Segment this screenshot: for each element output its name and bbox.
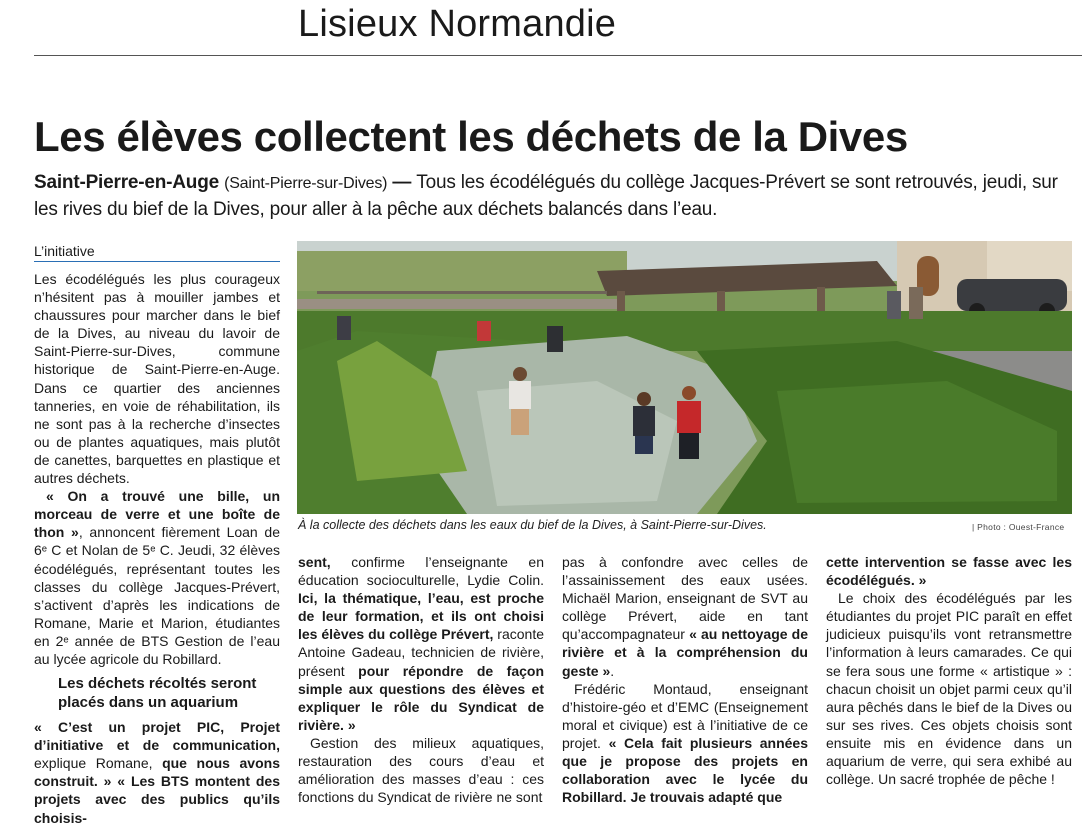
col2-bold-2: Ici, la thématique, l’eau, est proche de leur formation, et ils ont choisi les élèves du collège Prévert, [298,590,544,643]
lead-text: Tous les écodélégués du collège Jacques-Prévert se sont retrouvés, jeudi, sur les rives du bief de la Dives, pour aller à la pêche aux déchets balancés dans l’eau. [34,172,1058,220]
col2-bold-1: sent, [298,554,331,570]
lead-dash: — [387,172,417,193]
photo-credit: | Photo : Ouest-France [972,522,1065,532]
column-3 [562,553,808,806]
col4-paragraph-1 [826,553,1072,589]
column-4 [826,553,1072,788]
intertitle: Les déchets récoltés seront placés dans un aquarium [58,675,257,712]
col3-bold-1: « au nettoyage de rivière et à la compréhension du geste » [562,626,808,679]
col1-paragraph-2 [34,487,280,668]
col2-paragraph-1 [298,553,544,734]
article-headline: Les élèves collectent les déchets de la Dives [34,113,908,160]
column-2 [298,553,544,806]
col2-text-1: confirme l’enseignante en éducation socioculturelle, Lydie Colin. [298,554,544,589]
col1-text-2: explique Romane, [34,755,163,772]
col4-paragraph-2: Le choix des écodélégués par les étudiantes du projet PIC paraît en effet judicieux puisqu’ils vont retransmettre l’information à leurs camarades. Ce qui se fera sous une forme « artistique » : chacun choisit un objet parmi ceux qu’il aura pêchés dans le bief de la Dives ou sur ses rives. Ces objets choisis sont ensuite mis en évidence dans un aquarium de verre, qui sera exhibé au collège. Un sacré trophée de pêche ! [826,590,1072,788]
column-1 [34,243,280,827]
article-lead [34,170,1074,223]
header-divider [34,55,1082,56]
col2-text-2: raconte Antoine Gadeau, technicien de rivière, présent [298,626,544,679]
col1-paragraph-1: Les écodélégués les plus courageux n’hésitent pas à mouiller jambes et chaussures pour marcher dans le bief de la Dives, au niveau du lavoir de Saint-Pierre-sur-Dives, commune historique de Saint-Pierre-en-Auge. Dans ce quartier des anciennes tanneries, en voie de réhabilitation, ils ne sont pas à la recherche d’insectes ou de plantes aquatiques, mais plutôt de canettes, barquettes en plastique et autres déchets. [34,271,280,487]
col3-bold-2: « Cela fait plusieurs années que je propose des projets en collaboration avec le lycée du Robillard. Je trouvais adapté que [562,734,808,806]
col2-paragraph-2: Gestion des milieux aquatiques, restauration des cours d’eau et amélioration des masses d’eau : ces fonctions du Syndicat de rivière ne sont [298,734,544,806]
rubric-label: L’initiative [34,243,280,262]
col1-quote-3: que nous avons construit. » « Les BTS montent des projets avec des publics qu’ils choisis- [34,755,280,826]
lead-place: Saint-Pierre-en-Auge [34,172,219,193]
col4-bold-1: cette intervention se fasse avec les écodélégués. » [826,554,1072,589]
col3-text-2: . [610,662,615,679]
article-photo [297,241,1072,514]
col3-paragraph-1 [562,553,808,680]
col3-text-3: Frédéric Montaud, enseignant d’histoire-géo et d’EMC (Enseignement moral et civique) est à l’initiative de ce projet. [562,680,808,751]
col1-paragraph-2-text: , annoncent fièrement Loan de 6ᵉ C et Nolan de 5ᵉ C. Jeudi, 32 élèves écodélégués, représentant toutes les classes du collège Jacques-Prévert, s’activent d’après les indications de Romane, Marie et Marion, étudiantes en 2ᵉ année de BTS Gestion de l’eau au lycée agricole du Robillard. [34,524,280,667]
col3-text-1: pas à confondre avec celles de l’assainissement des eaux usées. Michaël Marion, enseignant de SVT au collège Prévert, aide en tant qu’accompagnateur [562,554,808,643]
col3-paragraph-2 [562,680,808,807]
col1-paragraph-3 [34,718,280,827]
col1-quote-2: « C’est un projet PIC, Projet d’initiative et de communication, [34,719,280,754]
river-cleanup-photo [297,241,1072,514]
col1-quote: « On a trouvé une bille, un morceau de verre et une boîte de thon » [34,488,280,541]
section-title: Lisieux Normandie [298,3,617,45]
photo-caption: À la collecte des déchets dans les eaux du bief de la Dives, à Saint-Pierre-sur-Dives. [298,518,767,532]
col2-bold-3: pour répondre de façon simple aux questions des élèves et expliquer le rôle du Syndicat de rivière. » [298,662,544,733]
lead-subplace: (Saint-Pierre-sur-Dives) [224,175,388,192]
